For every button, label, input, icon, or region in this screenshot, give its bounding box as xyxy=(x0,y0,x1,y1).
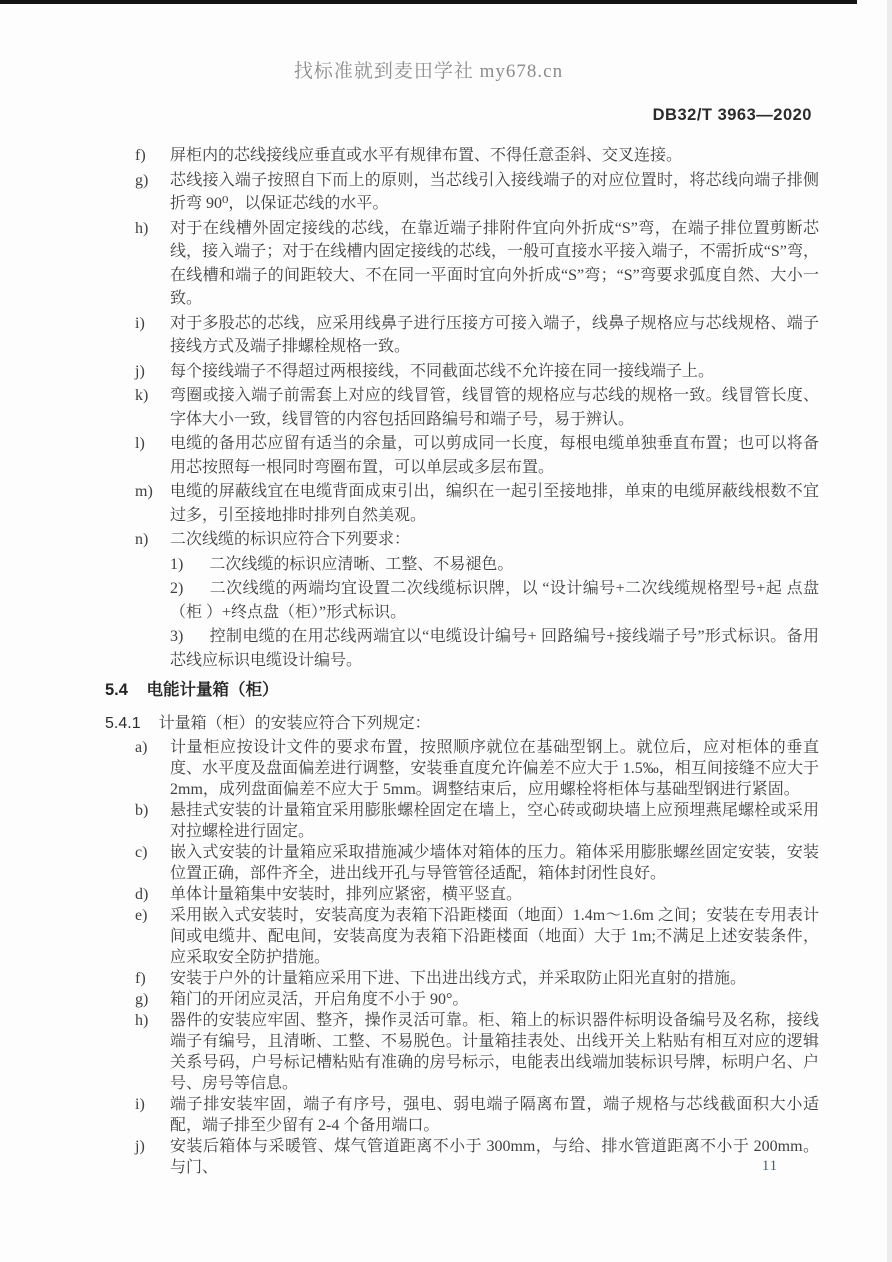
sub-item-label: 1) xyxy=(170,555,184,573)
wiring-clause-list xyxy=(135,144,819,672)
sub-item-1 xyxy=(170,553,819,577)
list-item-i xyxy=(135,312,819,359)
item-label: h) xyxy=(135,219,149,237)
item-text: 对于在线槽外固定接线的芯线，在靠近端子排附件宜向外折成“S”弯，在端子排位置剪断芯线，接入端子；对于在线槽内固定接线的芯线，一般可直接水平接入端子，不需折成“S”弯，在线槽和端子的间距较大、不在同一平面时宜向外折成“S”弯；“S”弯要求弧度自然、大小一致。 xyxy=(170,219,819,307)
item-label: h) xyxy=(135,1012,149,1029)
list-item-g2 xyxy=(135,989,819,1010)
list-item-c xyxy=(135,842,819,884)
item-label: e) xyxy=(135,907,148,924)
item-label: a) xyxy=(135,739,148,756)
list-item-f2 xyxy=(135,968,819,989)
item-text: 箱门的开闭应灵活，开启角度不小于 90°。 xyxy=(170,991,469,1008)
item-label: i) xyxy=(135,1096,145,1113)
item-text: 二次线缆的标识应符合下列要求： xyxy=(170,531,411,548)
list-item-j2 xyxy=(135,1136,819,1178)
clause-number: 5.4.1 xyxy=(105,715,141,732)
item-label: d) xyxy=(135,886,149,903)
item-text: 悬挂式安装的计量箱宜采用膨胀螺栓固定在墙上，空心砖或砌块墙上应预埋燕尾螺栓或采用对拉螺栓进行固定。 xyxy=(170,802,819,840)
item-text: 屏柜内的芯线接线应垂直或水平有规律布置、不得任意歪斜、交叉连接。 xyxy=(170,147,683,164)
item-text: 芯线接入端子按照自下而上的原则，当芯线引入接线端子的对应位置时，将芯线向端子排侧折弯 90⁰，以保证芯线的水平。 xyxy=(170,171,819,212)
item-text: 电缆的屏蔽线宜在电缆背面成束引出，编织在一起引至接地排，单束的电缆屏蔽线根数不宜过多，引至接地排时排列自然美观。 xyxy=(170,483,819,524)
section-title: 电能计量箱（柜） xyxy=(146,681,279,699)
sub-item-text: 控制电缆的在用芯线两端宜以“电缆设计编号+ 回路编号+接线端子号”形式标识。备用芯线应标识电缆设计编号。 xyxy=(170,628,819,669)
list-item-i2 xyxy=(135,1094,819,1136)
item-label: b) xyxy=(135,802,149,819)
list-item-h xyxy=(135,217,819,311)
list-item-g xyxy=(135,169,819,216)
item-label: m) xyxy=(135,483,153,500)
sub-item-label: 3) xyxy=(170,628,184,645)
document-body xyxy=(105,144,819,1178)
item-text: 对于多股芯的芯线，应采用线鼻子进行压接方可接入端子，线鼻子规格应与芯线规格、端子接线方式及端子排螺栓规格一致。 xyxy=(170,314,819,355)
item-label: g) xyxy=(135,171,149,189)
list-item-h2 xyxy=(135,1010,819,1094)
scan-border-top xyxy=(0,0,857,4)
sub-item-3 xyxy=(170,625,819,672)
doc-code: DB32/T 3963—2020 xyxy=(652,106,812,124)
item-text: 弯圈或接入端子前需套上对应的线冒管，线冒管的规格应与芯线的规格一致。线冒管长度、字体大小一致，线冒管的内容包括回路编号和端子号，易于辨认。 xyxy=(170,387,819,428)
list-item-j xyxy=(135,360,819,384)
item-text: 每个接线端子不得超过两根接线，不同截面芯线不允许接在同一接线端子上。 xyxy=(170,362,715,380)
item-text: 安装于户外的计量箱应采用下进、下出进出线方式，并采取防止阳光直射的措施。 xyxy=(170,970,747,987)
sub-item-label: 2) xyxy=(170,580,184,597)
item-text: 嵌入式安装的计量箱应采取措施减少墙体对箱体的压力。箱体采用膨胀螺丝固定安装，安装位置正确，部件齐全，进出线开孔与导管管径适配，箱体封闭性良好。 xyxy=(170,844,819,882)
sub-item-text: 二次线缆的两端均宜设置二次线缆标识牌，以 “设计编号+二次线缆规格型号+起 点盘 （柜 ）+终点盘（柜）”形式标识。 xyxy=(170,580,819,621)
item-text: 器件的安装应牢固、整齐，操作灵活可靠。柜、箱上的标识器件标明设备编号及名称，接线端子有编号，且清晰、工整、不易脱色。计量箱挂表处、出线开关上粘贴有相互对应的逻辑关系号码，户号标记槽粘贴有准确的房号标示，电能表出线端加装标识号牌，标明户名、户号、房号等信息。 xyxy=(170,1012,819,1092)
scan-border-right xyxy=(887,0,892,1262)
item-label: l) xyxy=(135,435,145,452)
item-label: j) xyxy=(135,362,145,380)
sub-item-2 xyxy=(170,577,819,624)
watermark-text: 找标准就到麦田学社 my678.cn xyxy=(293,61,564,82)
list-item-e xyxy=(135,905,819,968)
list-item-m xyxy=(135,480,819,527)
list-item-d xyxy=(135,884,819,905)
list-item-f xyxy=(135,144,819,168)
list-item-b xyxy=(135,800,819,842)
list-item-n xyxy=(135,528,819,552)
item-text: 计量柜应按设计文件的要求布置，按照顺序就位在基础型钢上。就位后，应对柜体的垂直度、水平度及盘面偏差进行调整，安装垂直度允许偏差不应大于 1.5‰，相互间接缝不应大于 2mm，成列盘面偏差不应大于 5mm。调整结束后，应用螺栓将柜体与基础型钢进行紧固。 xyxy=(170,739,819,798)
list-item-a xyxy=(135,737,819,800)
item-text: 电缆的备用芯应留有适当的余量，可以剪成同一长度，每根电缆单独垂直布置；也可以将备用芯按照每一根同时弯圈布置，可以单层或多层布置。 xyxy=(170,435,819,476)
item-label: f) xyxy=(135,147,146,164)
item-label: i) xyxy=(135,314,145,332)
item-label: n) xyxy=(135,531,149,548)
list-item-k xyxy=(135,384,819,431)
sub-item-text: 二次线缆的标识应清晰、工整、不易褪色。 xyxy=(209,555,514,573)
clause-5-4-1 xyxy=(105,713,819,734)
item-label: g) xyxy=(135,991,149,1008)
section-number: 5.4 xyxy=(105,681,128,699)
clause-text: 计量箱（柜）的安装应符合下列规定： xyxy=(158,715,431,732)
item-text: 端子排安装牢固，端子有序号，强电、弱电端子隔离布置，端子规格与芯线截面积大小适配，端子排至少留有 2-4 个备用端口。 xyxy=(170,1096,819,1134)
item-label: c) xyxy=(135,844,148,861)
item-label: k) xyxy=(135,387,149,404)
installation-list xyxy=(135,737,819,1178)
list-item-l xyxy=(135,432,819,479)
item-text: 单体计量箱集中安装时，排列应紧密，横平竖直。 xyxy=(170,886,523,903)
item-label: j) xyxy=(135,1138,145,1155)
item-text: 安装后箱体与采暖管、煤气管道距离不小于 300mm，与给、排水管道距离不小于 200mm。与门、 xyxy=(170,1138,819,1176)
section-heading xyxy=(105,678,819,702)
page-number: 11 xyxy=(762,1158,778,1174)
item-label: f) xyxy=(135,970,146,987)
item-text: 采用嵌入式安装时，安装高度为表箱下沿距楼面（地面）1.4m～1.6m 之间；安装在专用表计间或电缆井、配电间，安装高度为表箱下沿距楼面（地面）大于 1m;不满足上述安装条件，应采取安全防护措施。 xyxy=(170,907,819,966)
